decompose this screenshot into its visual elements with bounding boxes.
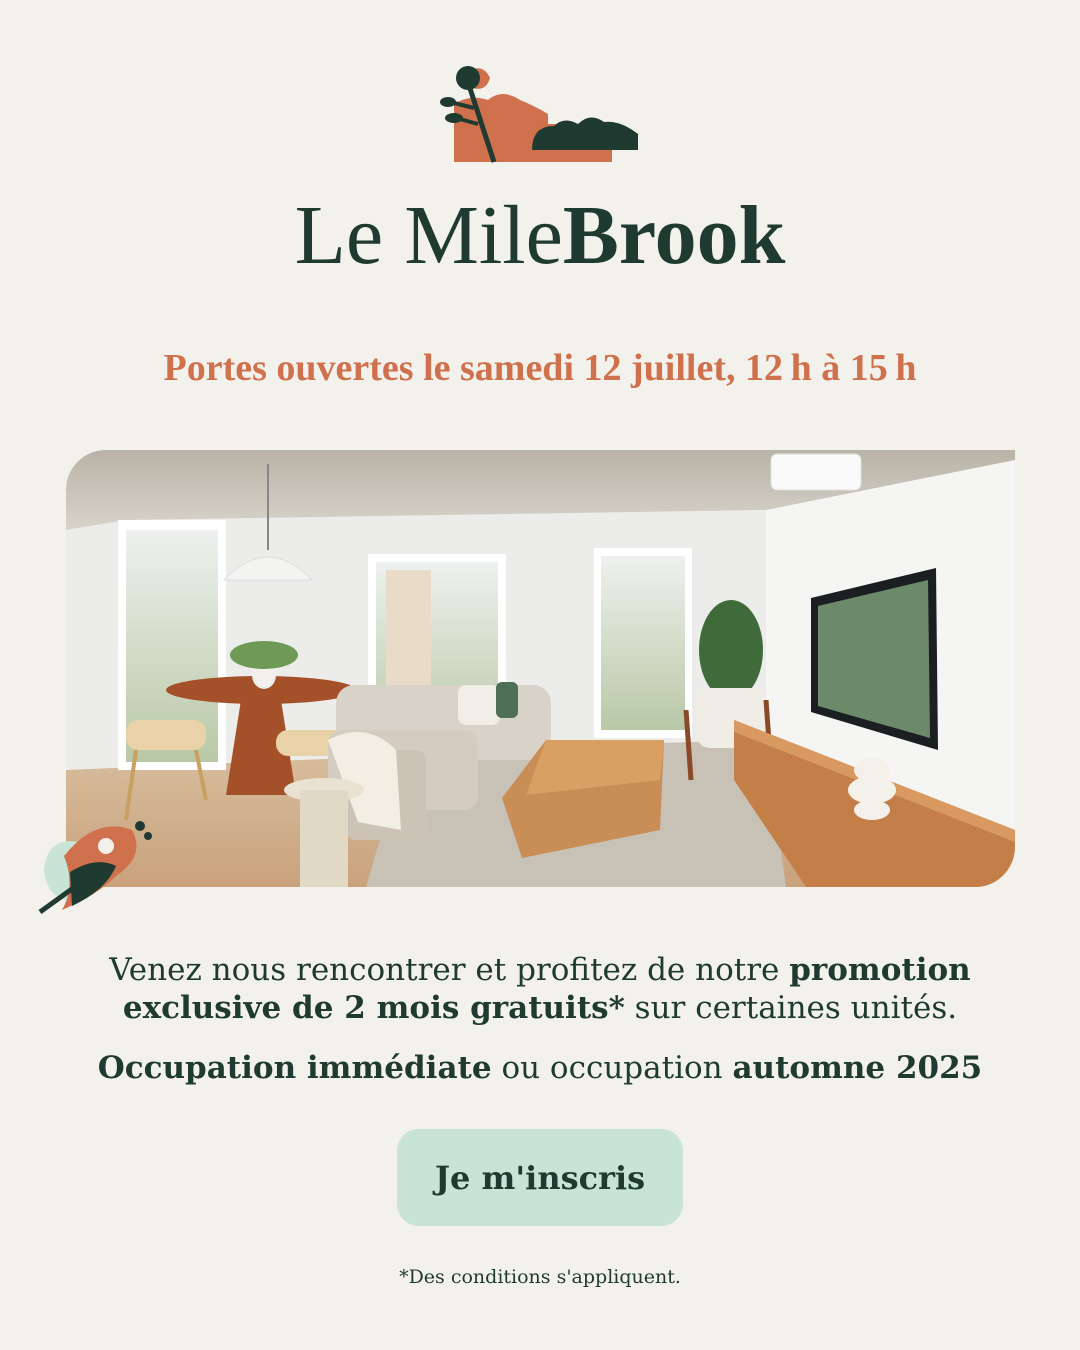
brand-title: [0, 190, 1080, 282]
register-button[interactable]: Je m'inscris: [397, 1129, 683, 1226]
occupation-connector: ou occupation: [491, 1050, 733, 1086]
occupation-line: [60, 1050, 1020, 1086]
brand-title-light: Le Mile: [294, 189, 563, 282]
conditions-note: *Des conditions s'appliquent.: [399, 1266, 681, 1288]
promo-text-offer: promotion exclusive de 2 mois gratuits*: [122, 952, 971, 1026]
brand-logo-icon: [440, 64, 640, 164]
butterfly-icon: [36, 816, 156, 916]
brand-title-bold: Brook: [562, 189, 786, 282]
promo-text-intro: Venez nous rencontrer et profitez de notre: [109, 952, 790, 988]
apartment-photo: [66, 450, 1015, 887]
open-house-subtitle: Portes ouvertes le samedi 12 juillet, 12 h à 15 h: [163, 347, 917, 389]
promo-text-end: sur certaines unités.: [624, 989, 958, 1026]
occupation-fall: automne 2025: [732, 1050, 983, 1086]
occupation-immediate: Occupation immédiate: [97, 1050, 492, 1086]
promo-description: [80, 952, 1000, 1028]
